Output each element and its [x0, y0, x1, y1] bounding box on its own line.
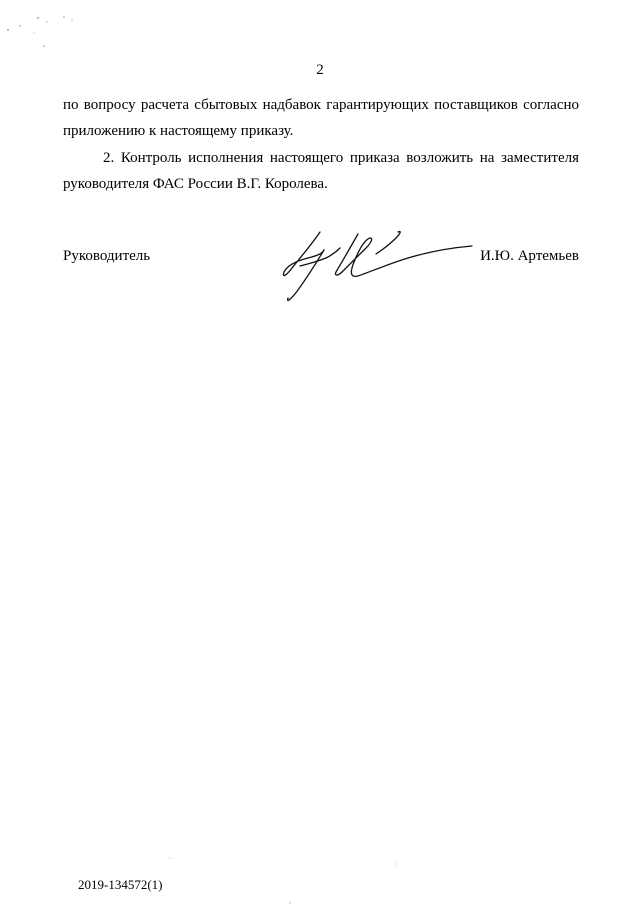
- signatory-role: Руководитель: [63, 248, 151, 264]
- paragraph-line: руководителя ФАС России В.Г. Королева.: [63, 176, 328, 192]
- paragraph-line: приложению к настоящему приказу.: [63, 123, 294, 139]
- handwritten-signature: [278, 224, 474, 308]
- document-id: 2019-134572(1): [78, 877, 163, 892]
- paragraph-line: по вопросу расчета сбытовых надбавок гарантирующих поставщиков согласно: [63, 97, 579, 113]
- page-number: 2: [316, 62, 324, 78]
- signatory-name: И.Ю. Артемьев: [480, 248, 579, 264]
- paragraph-line: 2. Контроль исполнения настоящего приказа возложить на заместителя: [103, 150, 579, 166]
- paragraph-2: [63, 145, 579, 197]
- paragraph-1: [63, 92, 579, 144]
